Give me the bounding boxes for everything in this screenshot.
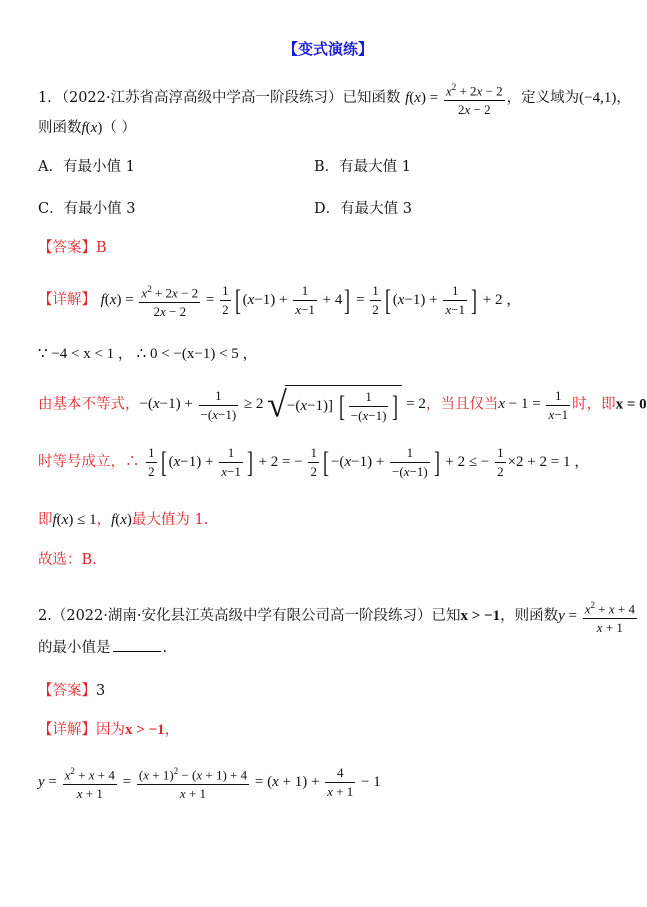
q1-detail-line1 <box>38 280 521 321</box>
q2-detail-cond: x > −1 <box>125 722 165 738</box>
q2-func-text: ，则函数 <box>500 608 559 625</box>
q1-x-zero: x = 0 <box>615 396 647 413</box>
q1-answer <box>38 236 107 257</box>
q1-option-b[interactable]: B．有最大值 1 <box>314 159 411 175</box>
q2-answer-tag: 【答案】 <box>38 683 96 699</box>
q2-stem <box>38 596 639 637</box>
q1-concl-prefix: 即 <box>38 512 53 528</box>
q1-number: 1． <box>38 90 62 107</box>
q2-derivation: y = $\frac{x^2 + x + 4}{x + 1}$ = $\frac{(x + 1)^2 - (x + 1) + 4}{x + 1}$ = (x + 1) + $\frac{4}{x + 1}$ − 1 <box>38 762 381 803</box>
q1-ask-fx: f(x) <box>81 120 103 136</box>
q1-answer-value: B <box>96 240 107 256</box>
q2-min-text: 的最小值是 <box>38 640 111 656</box>
q1-inequality-line <box>38 385 647 425</box>
q1-detail-tag: 【详解】 <box>38 292 96 309</box>
q1-ineq-prefix: 由基本不等式， <box>38 396 140 413</box>
q2-answer-blank[interactable] <box>113 639 161 652</box>
q2-ask <box>38 636 167 657</box>
q2-function: y = $\frac{x^2 + x + 4}{x + 1}$ <box>558 608 639 624</box>
q1-stem: 1．（2022·江苏省高淳高级中学高一阶段练习）已知函数 f(x) = $\frac{x^2 + 2x - 2}{2x - 2}$ ，定义域为(−4,1)， <box>38 78 631 119</box>
q2-detail-comma: ， <box>164 722 180 738</box>
q1-concl-mid: ， <box>96 512 112 528</box>
q1-concl-fx: f(x) <box>111 512 132 528</box>
q1-ineq-formula: −(x−1) + $\frac{1}{-(x-1)}$ ≥ 2 √−(x−1)] [ $\frac{1}{-(x-1)}$ ] = 2 <box>139 385 426 425</box>
q1-ineq-eqcond: x − 1 = $\frac{1}{x-1}$ <box>498 387 569 422</box>
q1-choose: 故选：B. <box>38 552 97 568</box>
q2-detail-text: 因为 <box>96 722 125 738</box>
q2-detail-line1 <box>38 718 179 739</box>
q2-period: . <box>162 640 168 656</box>
q1-conclusion <box>38 508 208 529</box>
q1-detail-formula: f(x) = $\frac{x^2 + 2x - 2}{2x - 2}$ = $\frac{1}{2}$ [ (x−1) + $\frac{1}{x-1}$ + 4] = $\frac{1}{2}$ [ (x−1) + $\frac{1}{x-1}$ ] + 2 ， <box>101 292 522 308</box>
q1-option-a[interactable]: A．有最小值 1 <box>38 159 135 175</box>
q1-option-c[interactable]: C．有最小值 3 <box>38 201 136 217</box>
q1-ask <box>38 116 136 137</box>
q1-domain-text: ，定义域为 <box>506 90 580 107</box>
q2-number: 2. <box>38 608 52 625</box>
section-heading: 【变式演练】 <box>283 40 374 58</box>
q2-answer-value: 3 <box>96 683 106 699</box>
q2-condition: x > −1 <box>460 608 501 625</box>
q1-concl-ineq: f(x) ≤ 1 <box>52 512 97 528</box>
q1-function: f(x) = $\frac{x^2 + 2x - 2}{2x - 2}$ <box>405 90 507 106</box>
q1-option-d[interactable]: D．有最大值 3 <box>314 201 412 217</box>
q1-equality-line <box>38 444 589 481</box>
q1-concl-text: 最大值为 1. <box>131 512 209 528</box>
q1-equality-formula: $\frac{1}{2}$ [ (x−1) + $\frac{1}{x-1}$ ] + 2 = − $\frac{1}{2}$ [ −(x−1) + $\frac{1}{-(x-1)}$ ] + 2 ≤ − $\frac{1}{2}$ ×2 + 2 = 1 ， <box>148 445 590 479</box>
q1-source: （2022·江苏省高淳高级中学高一阶段练习）已知函数 <box>61 90 401 107</box>
q1-condition-line: ∵ −4 < x < 1 ， ∴ 0 < −(x−1) < 5 ， <box>38 346 258 362</box>
q1-ineq-mid: ，当且仅当 <box>425 396 499 413</box>
q1-domain-value: (−4,1) <box>579 90 617 107</box>
q2-source: （2022·湖南·安化县江英高级中学有限公司高一阶段练习）已知 <box>51 608 461 625</box>
q2-answer <box>38 679 105 700</box>
q1-ineq-end: 时，即 <box>572 396 616 413</box>
q1-equal-text: 时等号成立， <box>38 453 125 470</box>
q1-ask-prefix: 则函数 <box>38 120 82 136</box>
q1-ask-suffix: （ ） <box>102 120 136 136</box>
q1-answer-tag: 【答案】 <box>38 240 96 256</box>
therefore-symbol: ∴ <box>125 453 140 470</box>
q2-detail-tag: 【详解】 <box>38 722 96 738</box>
